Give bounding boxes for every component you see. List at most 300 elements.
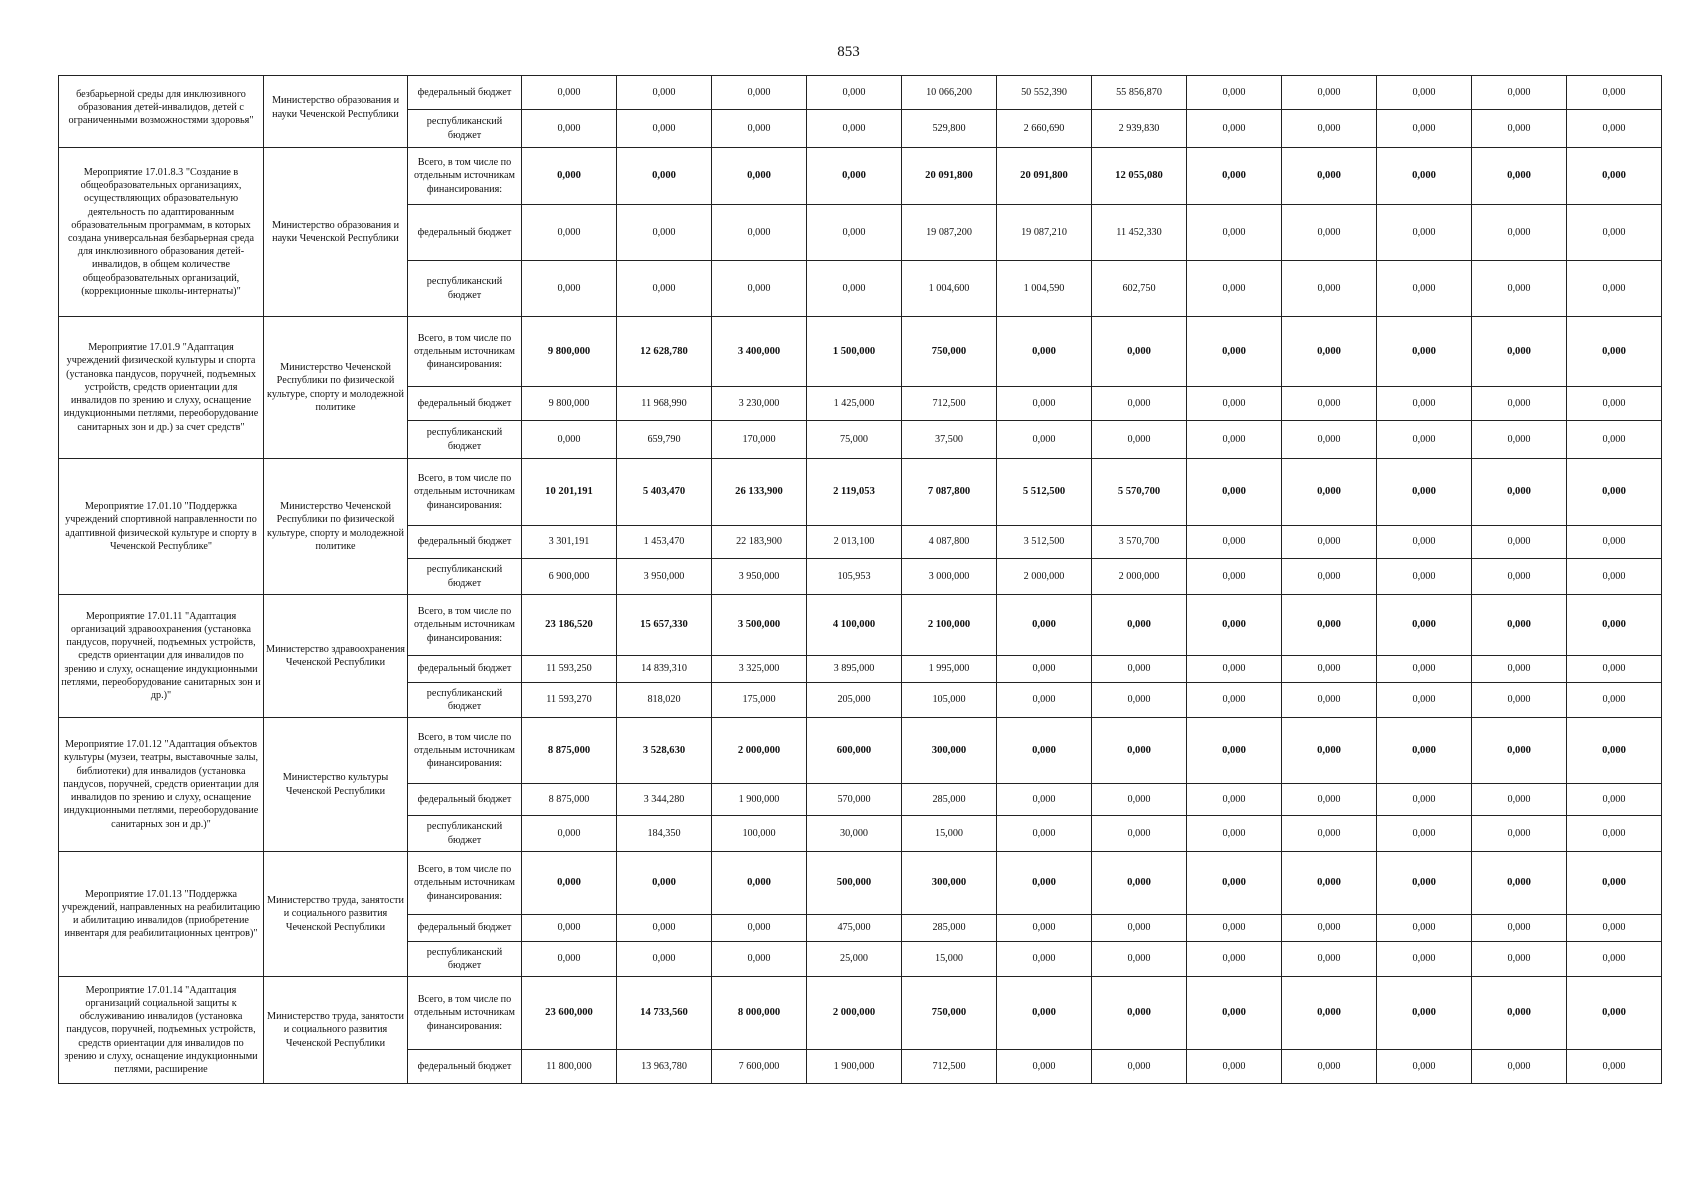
- value-cell: 712,500: [902, 1050, 997, 1084]
- value-cell: 22 183,900: [712, 526, 807, 559]
- value-cell: 600,000: [807, 718, 902, 784]
- value-cell: 0,000: [1187, 595, 1282, 656]
- value-cell: 2 000,000: [997, 559, 1092, 595]
- value-cell: 0,000: [997, 852, 1092, 915]
- value-cell: 0,000: [1187, 683, 1282, 718]
- value-cell: 0,000: [1092, 1050, 1187, 1084]
- value-cell: 3 895,000: [807, 656, 902, 683]
- value-cell: 285,000: [902, 915, 997, 942]
- value-cell: 0,000: [1472, 76, 1567, 110]
- value-cell: 0,000: [1567, 421, 1662, 459]
- value-cell: 0,000: [807, 205, 902, 261]
- page-number: 853: [837, 44, 860, 60]
- value-cell: 818,020: [617, 683, 712, 718]
- value-cell: 0,000: [1472, 784, 1567, 816]
- table-row: [59, 76, 1662, 110]
- value-cell: 0,000: [997, 387, 1092, 421]
- value-cell: 0,000: [1187, 977, 1282, 1050]
- value-cell: 7 600,000: [712, 1050, 807, 1084]
- value-cell: 0,000: [1472, 683, 1567, 718]
- value-cell: 0,000: [1377, 784, 1472, 816]
- value-cell: 8 000,000: [712, 977, 807, 1050]
- value-cell: 11 452,330: [1092, 205, 1187, 261]
- value-cell: 0,000: [1092, 595, 1187, 656]
- value-cell: 300,000: [902, 718, 997, 784]
- value-cell: 3 400,000: [712, 317, 807, 387]
- value-cell: 0,000: [1092, 683, 1187, 718]
- value-cell: 0,000: [1187, 942, 1282, 977]
- funding-source-cell: федеральный бюджет: [408, 76, 522, 110]
- value-cell: 7 087,800: [902, 459, 997, 526]
- value-cell: 0,000: [1282, 718, 1377, 784]
- value-cell: 205,000: [807, 683, 902, 718]
- value-cell: 0,000: [712, 942, 807, 977]
- value-cell: 0,000: [1282, 526, 1377, 559]
- value-cell: 100,000: [712, 816, 807, 852]
- value-cell: 0,000: [997, 942, 1092, 977]
- value-cell: 0,000: [1472, 1050, 1567, 1084]
- value-cell: 0,000: [1092, 942, 1187, 977]
- value-cell: 0,000: [1472, 718, 1567, 784]
- funding-source-cell: Всего, в том числе по отдельным источникам финансирования:: [408, 977, 522, 1050]
- executor-cell: Министерство культуры Чеченской Республики: [264, 718, 408, 852]
- value-cell: 2 000,000: [807, 977, 902, 1050]
- value-cell: 15 657,330: [617, 595, 712, 656]
- value-cell: 0,000: [1567, 148, 1662, 205]
- value-cell: 8 875,000: [522, 784, 617, 816]
- value-cell: 0,000: [617, 942, 712, 977]
- value-cell: 0,000: [522, 816, 617, 852]
- value-cell: 1 453,470: [617, 526, 712, 559]
- value-cell: 0,000: [1377, 261, 1472, 317]
- event-cell: Мероприятие 17.01.9 "Адаптация учреждений физической культуры и спорта (установка пандусов, поручней, подъемных устройств, средств ориентации для инвалидов по зрению и слуху, оснащение индукционными петлями, переоборудование санитарных зон и др.) за счет средств": [59, 317, 264, 459]
- value-cell: 37,500: [902, 421, 997, 459]
- value-cell: 3 950,000: [712, 559, 807, 595]
- value-cell: 20 091,800: [997, 148, 1092, 205]
- funding-source-cell: республиканский бюджет: [408, 559, 522, 595]
- value-cell: 2 000,000: [1092, 559, 1187, 595]
- value-cell: 19 087,200: [902, 205, 997, 261]
- value-cell: 19 087,210: [997, 205, 1092, 261]
- funding-source-cell: федеральный бюджет: [408, 1050, 522, 1084]
- funding-source-cell: Всего, в том числе по отдельным источникам финансирования:: [408, 595, 522, 656]
- value-cell: 0,000: [1472, 387, 1567, 421]
- event-cell: Мероприятие 17.01.8.3 "Создание в общеобразовательных организациях, осуществляющих образовательную деятельность по адаптированным образовательным программам, в которых создана универсальная безбарьерная среда для инклюзивного образования детей-инвалидов, в общем количестве общеобразовательных организаций, (коррекционные школы-интернаты)": [59, 148, 264, 317]
- value-cell: 0,000: [1377, 1050, 1472, 1084]
- value-cell: 2 100,000: [902, 595, 997, 656]
- table-row: [59, 317, 1662, 387]
- funding-source-cell: федеральный бюджет: [408, 526, 522, 559]
- value-cell: 30,000: [807, 816, 902, 852]
- value-cell: 12 055,080: [1092, 148, 1187, 205]
- value-cell: 0,000: [1472, 261, 1567, 317]
- value-cell: 0,000: [1472, 852, 1567, 915]
- value-cell: 0,000: [1282, 559, 1377, 595]
- value-cell: 13 963,780: [617, 1050, 712, 1084]
- value-cell: 23 600,000: [522, 977, 617, 1050]
- value-cell: 1 995,000: [902, 656, 997, 683]
- value-cell: 0,000: [1187, 718, 1282, 784]
- value-cell: 0,000: [1282, 76, 1377, 110]
- value-cell: 0,000: [522, 205, 617, 261]
- value-cell: 0,000: [997, 595, 1092, 656]
- value-cell: 3 950,000: [617, 559, 712, 595]
- value-cell: 0,000: [1187, 784, 1282, 816]
- value-cell: 0,000: [712, 915, 807, 942]
- value-cell: 0,000: [1377, 656, 1472, 683]
- value-cell: 0,000: [617, 148, 712, 205]
- value-cell: 0,000: [712, 261, 807, 317]
- value-cell: 170,000: [712, 421, 807, 459]
- executor-cell: Министерство здравоохранения Чеченской Республики: [264, 595, 408, 718]
- table-row: [59, 595, 1662, 656]
- value-cell: 0,000: [1472, 148, 1567, 205]
- value-cell: 0,000: [997, 977, 1092, 1050]
- value-cell: 0,000: [807, 261, 902, 317]
- value-cell: 11 593,250: [522, 656, 617, 683]
- value-cell: 0,000: [1282, 110, 1377, 148]
- value-cell: 0,000: [1282, 317, 1377, 387]
- value-cell: 0,000: [1092, 317, 1187, 387]
- value-cell: 2 000,000: [712, 718, 807, 784]
- executor-cell: Министерство труда, занятости и социального развития Чеченской Республики: [264, 977, 408, 1084]
- value-cell: 0,000: [1187, 816, 1282, 852]
- value-cell: 0,000: [1377, 816, 1472, 852]
- executor-cell: Министерство образования и науки Чеченской Республики: [264, 76, 408, 148]
- value-cell: 25,000: [807, 942, 902, 977]
- value-cell: 0,000: [1187, 915, 1282, 942]
- value-cell: 0,000: [1472, 317, 1567, 387]
- value-cell: 529,800: [902, 110, 997, 148]
- table-row: [59, 977, 1662, 1050]
- value-cell: 0,000: [1282, 261, 1377, 317]
- value-cell: 0,000: [1377, 942, 1472, 977]
- value-cell: 0,000: [1282, 942, 1377, 977]
- value-cell: 0,000: [1092, 387, 1187, 421]
- value-cell: 1 500,000: [807, 317, 902, 387]
- value-cell: 1 004,590: [997, 261, 1092, 317]
- value-cell: 0,000: [712, 852, 807, 915]
- value-cell: 0,000: [1092, 915, 1187, 942]
- value-cell: 3 301,191: [522, 526, 617, 559]
- value-cell: 75,000: [807, 421, 902, 459]
- value-cell: 15,000: [902, 942, 997, 977]
- value-cell: 20 091,800: [902, 148, 997, 205]
- value-cell: 0,000: [1567, 317, 1662, 387]
- value-cell: 659,790: [617, 421, 712, 459]
- value-cell: 0,000: [1187, 387, 1282, 421]
- value-cell: 0,000: [1187, 261, 1282, 317]
- value-cell: 5 570,700: [1092, 459, 1187, 526]
- value-cell: 0,000: [617, 261, 712, 317]
- value-cell: 0,000: [1472, 526, 1567, 559]
- value-cell: 1 004,600: [902, 261, 997, 317]
- table-row: [59, 852, 1662, 915]
- value-cell: 0,000: [997, 656, 1092, 683]
- value-cell: 0,000: [1567, 915, 1662, 942]
- value-cell: 0,000: [1567, 261, 1662, 317]
- value-cell: 6 900,000: [522, 559, 617, 595]
- value-cell: 5 512,500: [997, 459, 1092, 526]
- value-cell: 500,000: [807, 852, 902, 915]
- executor-cell: Министерство образования и науки Чеченской Республики: [264, 148, 408, 317]
- value-cell: 0,000: [1282, 148, 1377, 205]
- value-cell: 0,000: [1282, 784, 1377, 816]
- value-cell: 0,000: [1282, 852, 1377, 915]
- event-cell: Мероприятие 17.01.13 "Поддержка учреждений, направленных на реабилитацию и абилитацию инвалидов (приобретение инвентаря для реабилитационных центров)": [59, 852, 264, 977]
- value-cell: 0,000: [712, 148, 807, 205]
- value-cell: 0,000: [1377, 459, 1472, 526]
- value-cell: 1 425,000: [807, 387, 902, 421]
- value-cell: 0,000: [617, 205, 712, 261]
- value-cell: 0,000: [1567, 718, 1662, 784]
- value-cell: 0,000: [617, 915, 712, 942]
- value-cell: 0,000: [1377, 76, 1472, 110]
- event-cell: Мероприятие 17.01.14 "Адаптация организаций социальной защиты к обслуживанию инвалидов (установка пандусов, поручней, подъемных устройств, средств ориентации для инвалидов по зрению и слуху, оснащение индукционными петлями, расширение: [59, 977, 264, 1084]
- funding-source-cell: федеральный бюджет: [408, 205, 522, 261]
- value-cell: 0,000: [1567, 205, 1662, 261]
- value-cell: 14 733,560: [617, 977, 712, 1050]
- value-cell: 2 660,690: [997, 110, 1092, 148]
- value-cell: 0,000: [1282, 683, 1377, 718]
- value-cell: 0,000: [1567, 816, 1662, 852]
- value-cell: 15,000: [902, 816, 997, 852]
- value-cell: 0,000: [1472, 656, 1567, 683]
- value-cell: 0,000: [1377, 977, 1472, 1050]
- value-cell: 0,000: [1472, 942, 1567, 977]
- value-cell: 0,000: [1472, 459, 1567, 526]
- value-cell: 8 875,000: [522, 718, 617, 784]
- value-cell: 3 325,000: [712, 656, 807, 683]
- value-cell: 0,000: [1377, 915, 1472, 942]
- value-cell: 712,500: [902, 387, 997, 421]
- value-cell: 0,000: [1187, 148, 1282, 205]
- value-cell: 0,000: [1567, 656, 1662, 683]
- value-cell: 0,000: [1092, 977, 1187, 1050]
- value-cell: 3 528,630: [617, 718, 712, 784]
- value-cell: 0,000: [1567, 559, 1662, 595]
- value-cell: 0,000: [997, 421, 1092, 459]
- value-cell: 184,350: [617, 816, 712, 852]
- value-cell: 0,000: [1377, 559, 1472, 595]
- funding-source-cell: республиканский бюджет: [408, 421, 522, 459]
- value-cell: 1 900,000: [807, 1050, 902, 1084]
- value-cell: 12 628,780: [617, 317, 712, 387]
- funding-source-cell: федеральный бюджет: [408, 656, 522, 683]
- value-cell: 0,000: [1092, 656, 1187, 683]
- value-cell: 0,000: [1187, 526, 1282, 559]
- funding-source-cell: республиканский бюджет: [408, 683, 522, 718]
- funding-source-cell: республиканский бюджет: [408, 816, 522, 852]
- financing-table: [58, 75, 1662, 1084]
- value-cell: 3 000,000: [902, 559, 997, 595]
- value-cell: 14 839,310: [617, 656, 712, 683]
- value-cell: 0,000: [1472, 110, 1567, 148]
- value-cell: 0,000: [1187, 852, 1282, 915]
- funding-source-cell: федеральный бюджет: [408, 784, 522, 816]
- value-cell: 0,000: [1567, 683, 1662, 718]
- value-cell: 0,000: [1567, 76, 1662, 110]
- value-cell: 26 133,900: [712, 459, 807, 526]
- value-cell: 0,000: [997, 1050, 1092, 1084]
- event-cell: Мероприятие 17.01.11 "Адаптация организаций здравоохранения (установка пандусов, поручней, подъемных устройств, средств ориентации для инвалидов по зрению и слуху, оснащение индукционными петлями, переоборудование санитарных зон и др.)": [59, 595, 264, 718]
- funding-source-cell: Всего, в том числе по отдельным источникам финансирования:: [408, 459, 522, 526]
- value-cell: 0,000: [1472, 559, 1567, 595]
- value-cell: 0,000: [1472, 816, 1567, 852]
- value-cell: 3 344,280: [617, 784, 712, 816]
- value-cell: 602,750: [1092, 261, 1187, 317]
- value-cell: 750,000: [902, 317, 997, 387]
- funding-source-cell: республиканский бюджет: [408, 261, 522, 317]
- value-cell: 0,000: [712, 110, 807, 148]
- value-cell: 3 500,000: [712, 595, 807, 656]
- value-cell: 0,000: [712, 205, 807, 261]
- value-cell: 0,000: [997, 683, 1092, 718]
- value-cell: 0,000: [1472, 595, 1567, 656]
- value-cell: 0,000: [1187, 559, 1282, 595]
- value-cell: 3 570,700: [1092, 526, 1187, 559]
- funding-source-cell: Всего, в том числе по отдельным источникам финансирования:: [408, 718, 522, 784]
- value-cell: 0,000: [1187, 76, 1282, 110]
- value-cell: 4 087,800: [902, 526, 997, 559]
- value-cell: 0,000: [1187, 656, 1282, 683]
- event-cell: Мероприятие 17.01.10 "Поддержка учреждений спортивной направленности по адаптивной физической культуре и спорту в Чеченской Республике": [59, 459, 264, 595]
- event-cell: Мероприятие 17.01.12 "Адаптация объектов культуры (музеи, театры, выставочные залы, библиотеки) для инвалидов (установка пандусов, поручней, средств ориентации для инвалидов по зрению и слуху, оснащение индукционными петлями, переоборудование санитарных зон и др.)": [59, 718, 264, 852]
- value-cell: 0,000: [1567, 459, 1662, 526]
- funding-source-cell: федеральный бюджет: [408, 387, 522, 421]
- value-cell: 105,953: [807, 559, 902, 595]
- value-cell: 9 800,000: [522, 387, 617, 421]
- value-cell: 10 066,200: [902, 76, 997, 110]
- value-cell: 0,000: [1187, 205, 1282, 261]
- value-cell: 50 552,390: [997, 76, 1092, 110]
- value-cell: 0,000: [1377, 683, 1472, 718]
- value-cell: 0,000: [1377, 148, 1472, 205]
- value-cell: 570,000: [807, 784, 902, 816]
- value-cell: 0,000: [1282, 816, 1377, 852]
- event-cell: безбарьерной среды для инклюзивного образования детей-инвалидов, детей с ограниченными возможностями здоровья": [59, 76, 264, 148]
- funding-source-cell: Всего, в том числе по отдельным источникам финансирования:: [408, 148, 522, 205]
- value-cell: 0,000: [1377, 317, 1472, 387]
- value-cell: 11 800,000: [522, 1050, 617, 1084]
- value-cell: 300,000: [902, 852, 997, 915]
- funding-source-cell: республиканский бюджет: [408, 110, 522, 148]
- value-cell: 0,000: [522, 261, 617, 317]
- value-cell: 0,000: [522, 942, 617, 977]
- value-cell: 0,000: [522, 110, 617, 148]
- value-cell: 0,000: [1187, 1050, 1282, 1084]
- value-cell: 5 403,470: [617, 459, 712, 526]
- executor-cell: Министерство труда, занятости и социального развития Чеченской Республики: [264, 852, 408, 977]
- funding-source-cell: федеральный бюджет: [408, 915, 522, 942]
- value-cell: 0,000: [1377, 526, 1472, 559]
- table-row: [59, 148, 1662, 205]
- value-cell: 0,000: [522, 915, 617, 942]
- value-cell: 0,000: [1567, 387, 1662, 421]
- value-cell: 0,000: [1282, 915, 1377, 942]
- value-cell: 23 186,520: [522, 595, 617, 656]
- value-cell: 0,000: [1092, 421, 1187, 459]
- value-cell: 9 800,000: [522, 317, 617, 387]
- value-cell: 0,000: [997, 816, 1092, 852]
- value-cell: 0,000: [807, 148, 902, 205]
- value-cell: 0,000: [1377, 718, 1472, 784]
- value-cell: 2 119,053: [807, 459, 902, 526]
- value-cell: 0,000: [1187, 421, 1282, 459]
- value-cell: 0,000: [1472, 205, 1567, 261]
- value-cell: 3 512,500: [997, 526, 1092, 559]
- value-cell: 3 230,000: [712, 387, 807, 421]
- value-cell: 11 593,270: [522, 683, 617, 718]
- value-cell: 0,000: [1377, 110, 1472, 148]
- value-cell: 0,000: [1377, 421, 1472, 459]
- value-cell: 0,000: [1567, 852, 1662, 915]
- value-cell: 0,000: [1567, 784, 1662, 816]
- funding-source-cell: республиканский бюджет: [408, 942, 522, 977]
- executor-cell: Министерство Чеченской Республики по физической культуре, спорту и молодежной политике: [264, 459, 408, 595]
- value-cell: 0,000: [1567, 1050, 1662, 1084]
- value-cell: 0,000: [1282, 459, 1377, 526]
- value-cell: 0,000: [1092, 816, 1187, 852]
- value-cell: 0,000: [1567, 977, 1662, 1050]
- value-cell: 11 968,990: [617, 387, 712, 421]
- value-cell: 750,000: [902, 977, 997, 1050]
- value-cell: 0,000: [522, 76, 617, 110]
- table-row: [59, 459, 1662, 526]
- value-cell: 175,000: [712, 683, 807, 718]
- value-cell: 0,000: [1092, 718, 1187, 784]
- value-cell: 0,000: [1567, 526, 1662, 559]
- value-cell: 0,000: [1092, 852, 1187, 915]
- value-cell: 0,000: [997, 718, 1092, 784]
- value-cell: 0,000: [997, 317, 1092, 387]
- value-cell: 0,000: [1282, 1050, 1377, 1084]
- value-cell: 0,000: [1282, 205, 1377, 261]
- value-cell: 0,000: [1377, 205, 1472, 261]
- table-row: [59, 718, 1662, 784]
- value-cell: 0,000: [807, 76, 902, 110]
- value-cell: 0,000: [1472, 977, 1567, 1050]
- value-cell: 0,000: [1472, 915, 1567, 942]
- value-cell: 1 900,000: [712, 784, 807, 816]
- value-cell: 0,000: [1282, 595, 1377, 656]
- value-cell: 0,000: [1187, 317, 1282, 387]
- value-cell: 0,000: [997, 784, 1092, 816]
- value-cell: 0,000: [617, 110, 712, 148]
- value-cell: 0,000: [617, 76, 712, 110]
- value-cell: 0,000: [522, 852, 617, 915]
- value-cell: 2 939,830: [1092, 110, 1187, 148]
- value-cell: 0,000: [1282, 977, 1377, 1050]
- value-cell: 0,000: [1567, 595, 1662, 656]
- value-cell: 0,000: [1282, 387, 1377, 421]
- value-cell: 0,000: [1282, 421, 1377, 459]
- funding-source-cell: Всего, в том числе по отдельным источникам финансирования:: [408, 317, 522, 387]
- value-cell: 0,000: [1377, 387, 1472, 421]
- value-cell: 105,000: [902, 683, 997, 718]
- value-cell: 55 856,870: [1092, 76, 1187, 110]
- executor-cell: Министерство Чеченской Республики по физической культуре, спорту и молодежной политике: [264, 317, 408, 459]
- value-cell: 285,000: [902, 784, 997, 816]
- value-cell: 0,000: [1377, 852, 1472, 915]
- value-cell: 0,000: [1092, 784, 1187, 816]
- value-cell: 4 100,000: [807, 595, 902, 656]
- funding-source-cell: Всего, в том числе по отдельным источникам финансирования:: [408, 852, 522, 915]
- value-cell: 475,000: [807, 915, 902, 942]
- value-cell: 0,000: [1282, 656, 1377, 683]
- value-cell: 0,000: [807, 110, 902, 148]
- value-cell: 0,000: [1567, 942, 1662, 977]
